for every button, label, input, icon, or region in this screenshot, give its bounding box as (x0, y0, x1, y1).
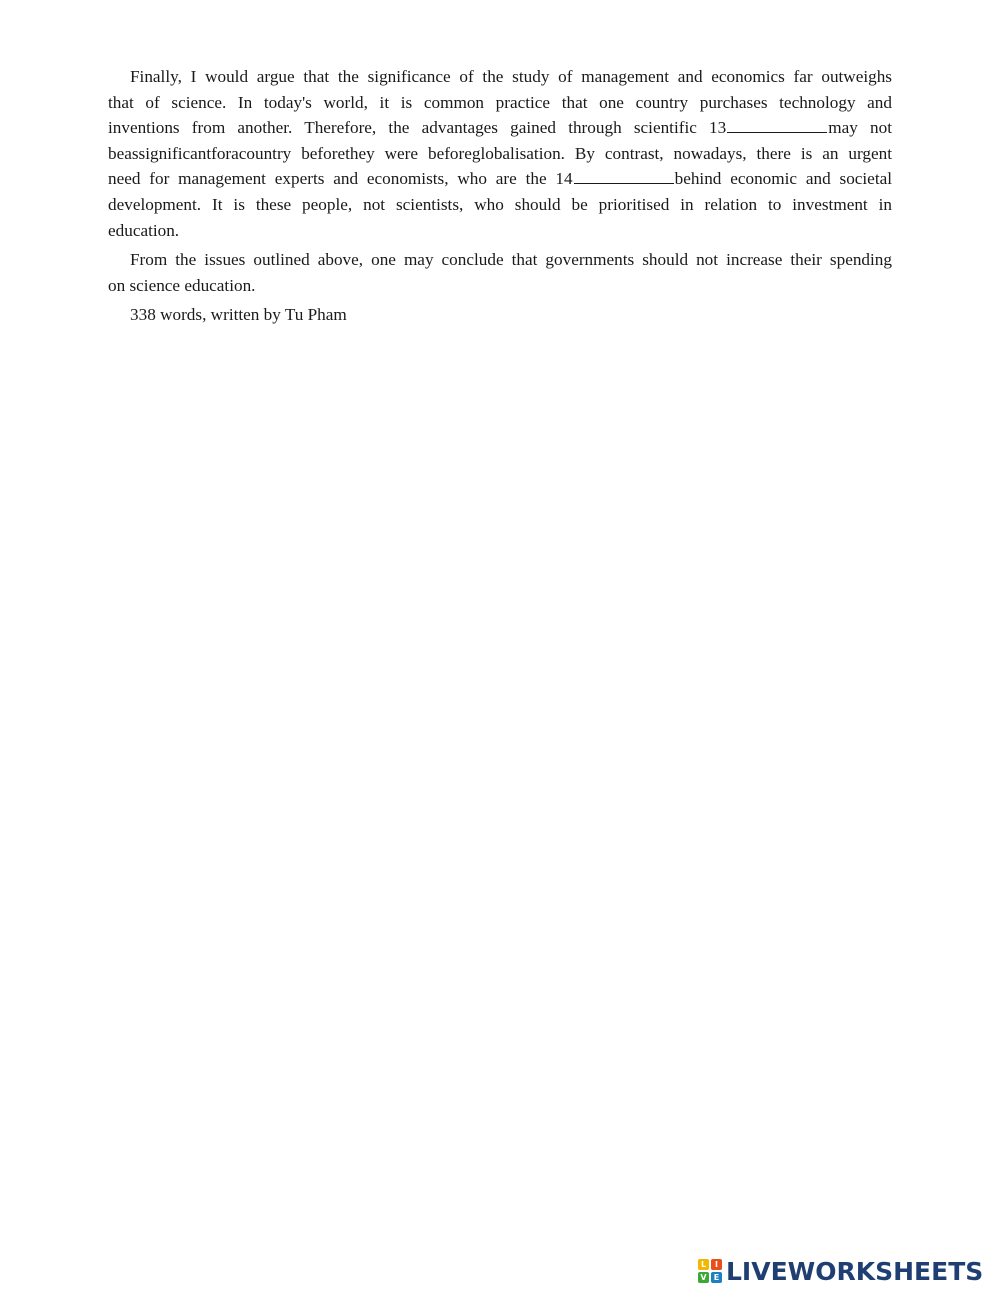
word-count-credit: 338 words, written by Tu Pham (130, 305, 347, 325)
text-line: development. It is these people, not scientists, who should be prioritised in relation to investment in (108, 194, 892, 214)
paragraph-conclusion-argument (108, 64, 892, 243)
liveworksheets-logo (698, 1256, 983, 1286)
text-line: Finally, I would argue that the significance of the study of management and economics far outweighs (130, 67, 892, 86)
paragraph-final-conclusion (108, 247, 892, 298)
text-line: beassignificantforacountry beforethey were beforeglobalisation. By contrast, nowadays, there is an urgent (108, 143, 892, 163)
answer-blank-13[interactable] (727, 116, 827, 133)
text-line: education. (108, 220, 180, 240)
document-body (108, 64, 892, 328)
text-line: From the issues outlined above, one may conclude that governments should not increase their spending (130, 250, 892, 270)
logo-mark-icon: L I V E (698, 1259, 722, 1283)
logo-wordmark: LIVEWORKSHEETS (726, 1256, 984, 1286)
text-segment: inventions from another. Therefore, the advantages gained through scientific 13 (108, 118, 727, 138)
answer-blank-14[interactable] (574, 167, 674, 184)
text-segment: need for management experts and economists, who are the 14 (108, 169, 573, 189)
text-segment: behind economic and societal (674, 169, 892, 189)
text-line (108, 115, 892, 141)
text-line (108, 166, 892, 192)
text-line: on science education. (108, 275, 256, 295)
text-line: that of science. In today's world, it is common practice that one country purchases technology and (108, 92, 892, 112)
text-segment: may not (828, 118, 893, 138)
